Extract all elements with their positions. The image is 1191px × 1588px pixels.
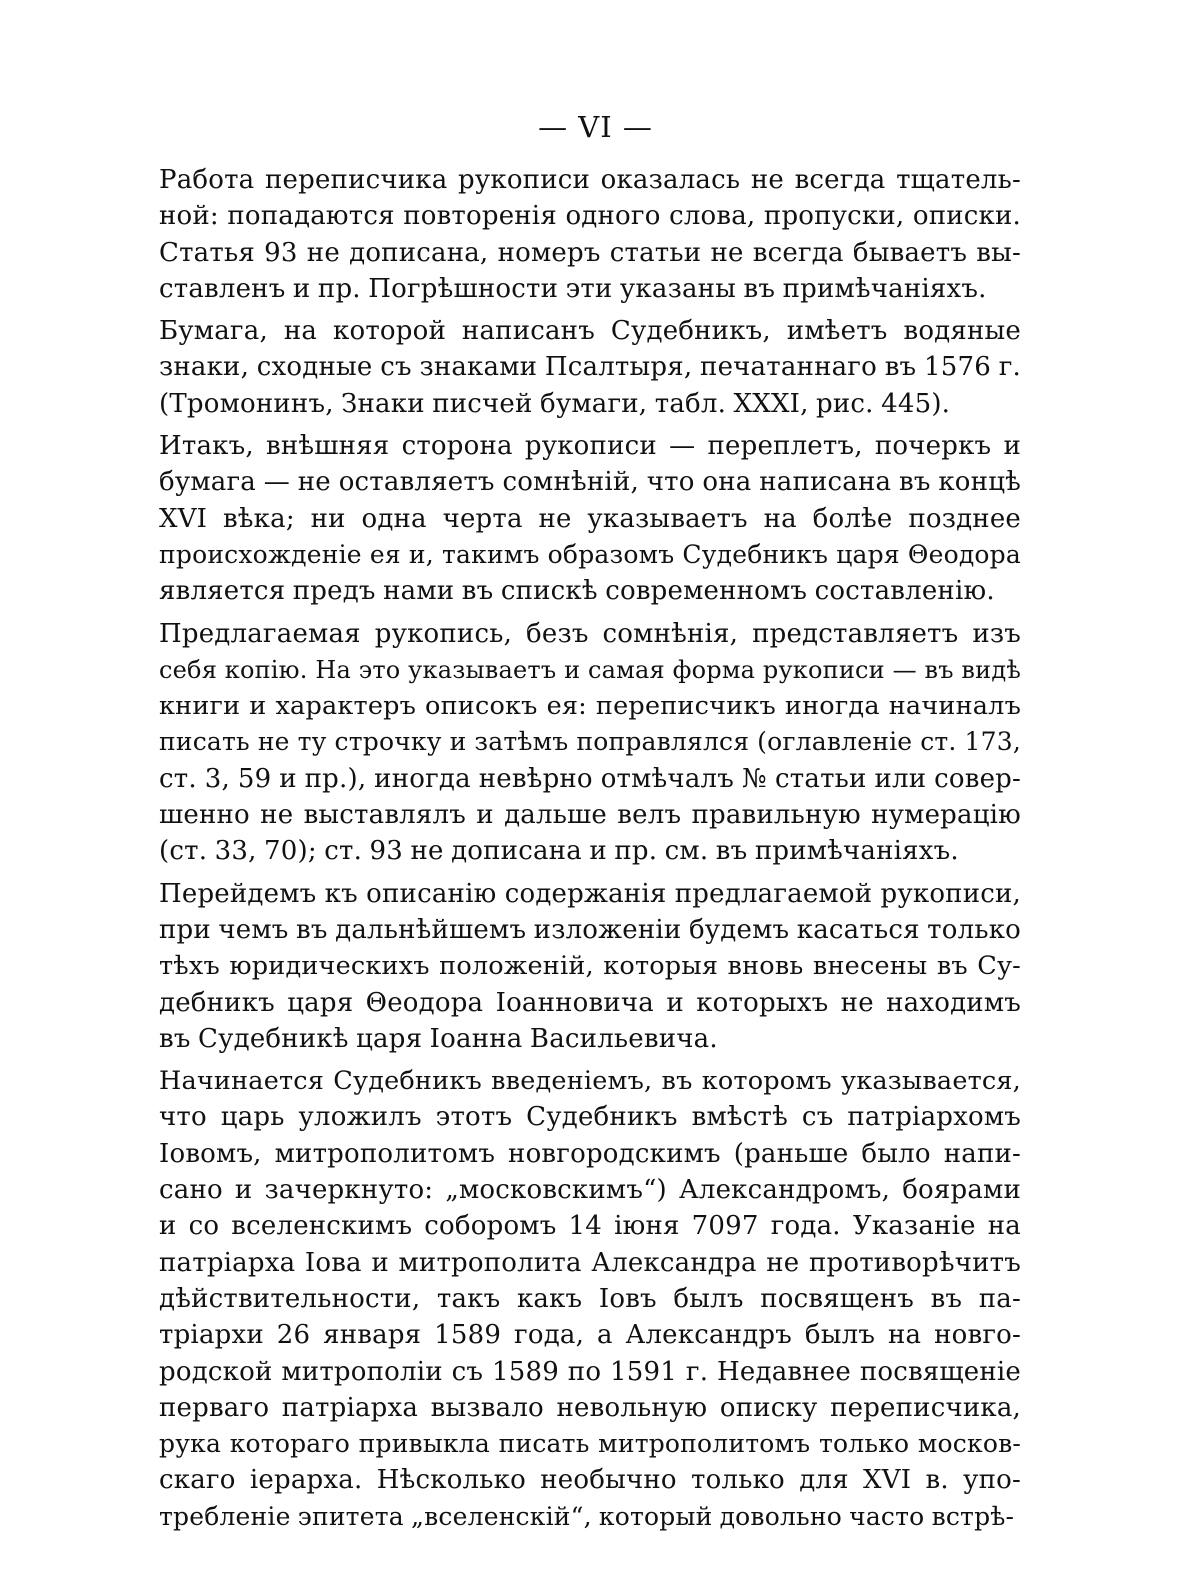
text-line: Предлагаемая рукопись, безъ сомнѣнія, представляетъ изъ — [159, 618, 1021, 649]
text-line: тріархи 26 января 1589 года, а Александръ былъ на новго- — [159, 1320, 1021, 1351]
text-line: писать не ту строчку и затѣмъ поправлялся (оглавленіе ст. 173, — [159, 727, 1021, 757]
text-line: книги и характеръ описокъ ея: переписчикъ иногда начиналъ — [159, 691, 1021, 722]
text-line: патріарха Іова и митрополита Александра не противорѣчитъ — [159, 1247, 1021, 1278]
text-line: знаки, сходные съ знаками Псалтыря, печатаннаго въ 1576 г. — [159, 352, 1021, 383]
text-line: (Тромонинъ, Знаки писчей бумаги, табл. XXXI, рис. 445). — [159, 388, 951, 419]
text-line: происхожденіе ея и, такимъ образомъ Судебникъ царя Θеодора — [159, 539, 1021, 569]
text-line: родской митрополіи съ 1589 по 1591 г. Недавнее посвященіе — [159, 1356, 1021, 1387]
text-line: требленіе эпитета „вселенскій“, который довольно часто встрѣ- — [159, 1501, 1015, 1531]
paragraph — [159, 428, 1021, 609]
text-line: дебникъ царя Θеодора Іоанновича и которыхъ не находимъ — [159, 987, 1021, 1018]
text-line: Начинается Судебникъ введеніемъ, въ которомъ указывается, — [159, 1066, 1021, 1097]
text-line: бумага — не оставляетъ сомнѣній, что она написана въ концѣ — [159, 467, 1021, 498]
text-line: дѣйствительности, такъ какъ Іовъ былъ посвященъ въ па- — [159, 1283, 1021, 1314]
text-line: (ст. 33, 70); ст. 93 не дописана и пр. см. въ примѣчаніяхъ. — [159, 836, 959, 867]
paragraph — [159, 313, 1021, 422]
text-line: ной: попадаются повторенія одного слова, пропуски, описки. — [159, 201, 1021, 232]
text-line: XVI вѣка; ни одна черта не указываетъ на болѣе позднее — [159, 503, 1021, 534]
text-line: въ Судебникѣ царя Іоанна Васильевича. — [159, 1023, 718, 1054]
text-line: тѣхъ юридическихъ положеній, которыя вновь внесены въ Су- — [159, 951, 1021, 982]
text-line: рука котораго привыкла писать митрополитомъ только москов- — [159, 1429, 1021, 1459]
text-line: себя копію. На это указываетъ и самая форма рукописи — въ видѣ — [159, 655, 1021, 684]
text-line: скаго іерарха. Нѣсколько необычно только для XVI в. упо- — [159, 1465, 1021, 1496]
text-line: является предъ нами въ спискѣ современномъ составленію. — [159, 576, 995, 607]
text-line: Іовомъ, митрополитомъ новгородскимъ (раньше было напи- — [159, 1138, 1021, 1169]
text-line: при чемъ въ дальнѣйшемъ изложеніи будемъ касаться только — [159, 914, 1021, 945]
text-line: шенно не выставлялъ и дальше велъ правильную нумерацію — [159, 800, 1021, 831]
text-line: перваго патріарха вызвало невольную описку переписчика, — [159, 1392, 1021, 1423]
text-line: сано и зачеркнуто: „московскимъ“) Александромъ, боярами — [159, 1175, 1021, 1206]
text-line: Итакъ, внѣшняя сторона рукописи — переплетъ, почеркъ и — [159, 431, 1021, 462]
text-line: ст. 3, 59 и пр.), иногда невѣрно отмѣчалъ № статьи или совер- — [159, 763, 1021, 794]
page-number: — VI — — [538, 110, 653, 144]
text-line: Статья 93 не дописана, номеръ статьи не всегда бываетъ вы- — [159, 237, 1021, 268]
paragraph — [159, 1063, 1021, 1535]
paragraph — [159, 876, 1021, 1057]
text-line: и со вселенскимъ соборомъ 14 іюня 7097 года. Указаніе на — [159, 1211, 1021, 1242]
text-line: Бумага, на которой написанъ Судебникъ, имѣетъ водяные — [159, 316, 1021, 347]
paragraph — [159, 616, 1021, 870]
text-line: что царь уложилъ этотъ Судебникъ вмѣстѣ съ патріархомъ — [159, 1102, 1021, 1133]
text-line: Работа переписчика рукописи оказалась не всегда тщатель- — [159, 165, 1021, 195]
text-line: Перейдемъ къ описанію содержанія предлагаемой рукописи, — [159, 878, 1021, 909]
text-line: ставленъ и пр. Погрѣшности эти указаны въ примѣчаніяхъ. — [159, 273, 987, 304]
paragraph — [159, 162, 1021, 307]
body-text — [159, 162, 1021, 1535]
